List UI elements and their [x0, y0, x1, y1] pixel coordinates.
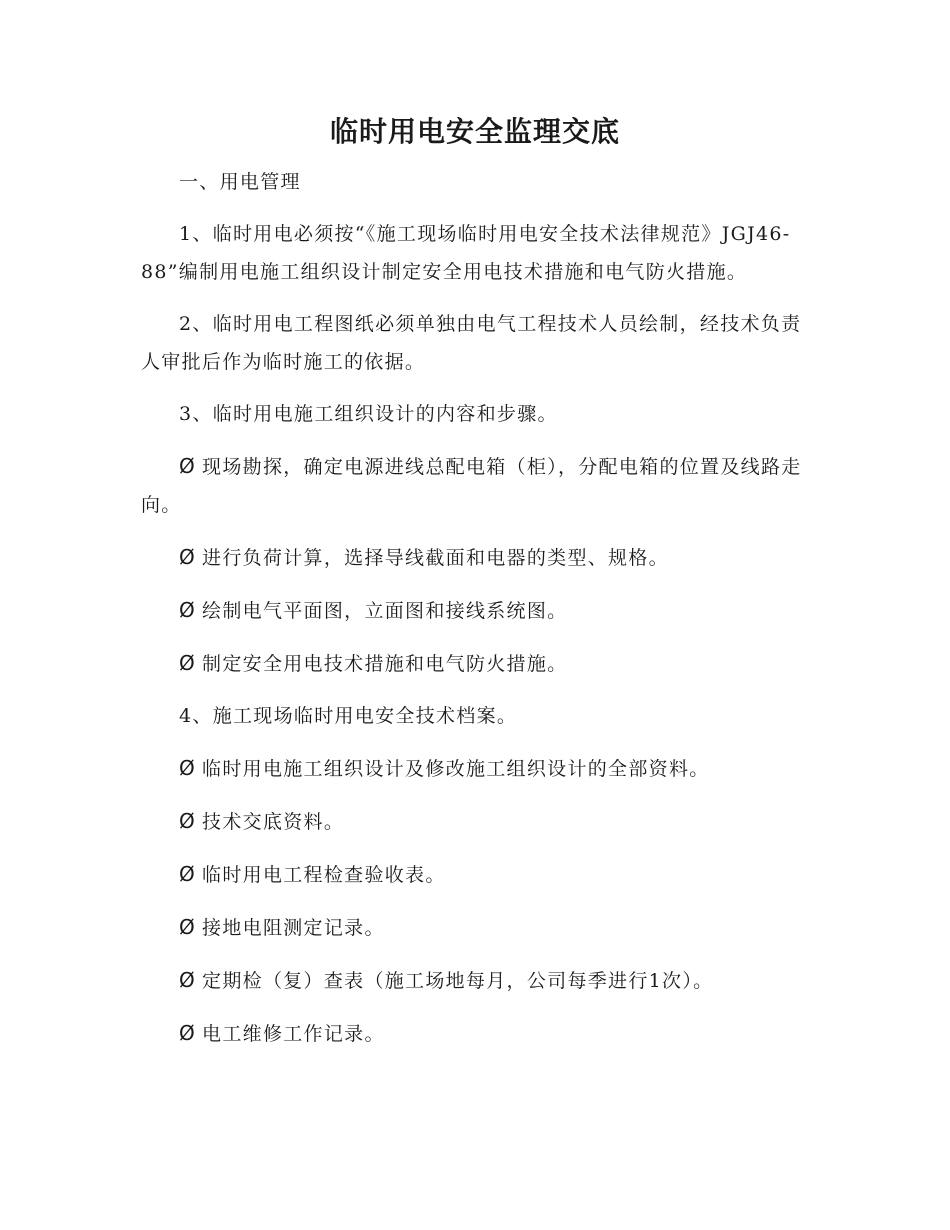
bullet-icon: Ø	[179, 651, 197, 675]
page-title: 临时用电安全监理交底	[329, 115, 620, 148]
archive-bullet-4	[141, 908, 806, 947]
bullet-icon: Ø	[179, 545, 197, 569]
step-bullet-1	[141, 447, 806, 524]
step-bullet-2	[141, 538, 806, 577]
step-bullet-text: 绘制电气平面图，立面图和接线系统图。	[202, 600, 568, 622]
archive-bullet-text: 技术交底资料。	[202, 811, 345, 833]
bullet-icon: Ø	[179, 862, 197, 886]
bullet-icon: Ø	[179, 756, 197, 780]
step-bullet-text: 进行负荷计算，选择导线截面和电器的类型、规格。	[202, 547, 669, 569]
bullet-icon: Ø	[179, 809, 197, 833]
step-bullet-4	[141, 644, 806, 683]
archive-bullet-2	[141, 802, 806, 841]
archive-bullet-5	[141, 961, 806, 1000]
archive-bullet-text: 临时用电施工组织设计及修改施工组织设计的全部资料。	[202, 758, 710, 780]
section-heading: 一、用电管理	[179, 171, 301, 193]
paragraph-3: 3、临时用电施工组织设计的内容和步骤。	[179, 403, 558, 425]
bullet-icon: Ø	[179, 1021, 197, 1045]
bullet-icon: Ø	[179, 968, 197, 992]
archive-bullet-text: 临时用电工程检查验收表。	[202, 864, 446, 886]
archive-bullet-text: 电工维修工作记录。	[202, 1023, 385, 1045]
document-body	[141, 163, 806, 1067]
archive-bullet-6	[141, 1014, 806, 1053]
archive-bullet-text: 定期检（复）查表（施工场地每月，公司每季进行1次）。	[202, 970, 714, 992]
bullet-icon: Ø	[179, 598, 197, 622]
step-bullet-text: 现场勘探，确定电源进线总配电箱（柜），分配电箱的位置及线路走向。	[141, 456, 802, 516]
archive-bullet-3	[141, 855, 806, 894]
archive-bullet-1	[141, 749, 806, 788]
step-bullet-text: 制定安全用电技术措施和电气防火措施。	[202, 653, 568, 675]
bullet-icon: Ø	[179, 454, 197, 478]
archive-bullet-text: 接地电阻测定记录。	[202, 917, 385, 939]
paragraph-1: 1、临时用电必须按“《施工现场临时用电安全技术法律规范》JGJ46-88”编制用电施工组织设计制定安全用电技术措施和电气防火措施。	[141, 223, 791, 283]
archive-heading: 4、施工现场临时用电安全技术档案。	[179, 705, 518, 727]
paragraph-2: 2、临时用电工程图纸必须单独由电气工程技术人员绘制，经技术负责人审批后作为临时施工的依据。	[141, 313, 802, 373]
step-bullet-3	[141, 591, 806, 630]
bullet-icon: Ø	[179, 915, 197, 939]
